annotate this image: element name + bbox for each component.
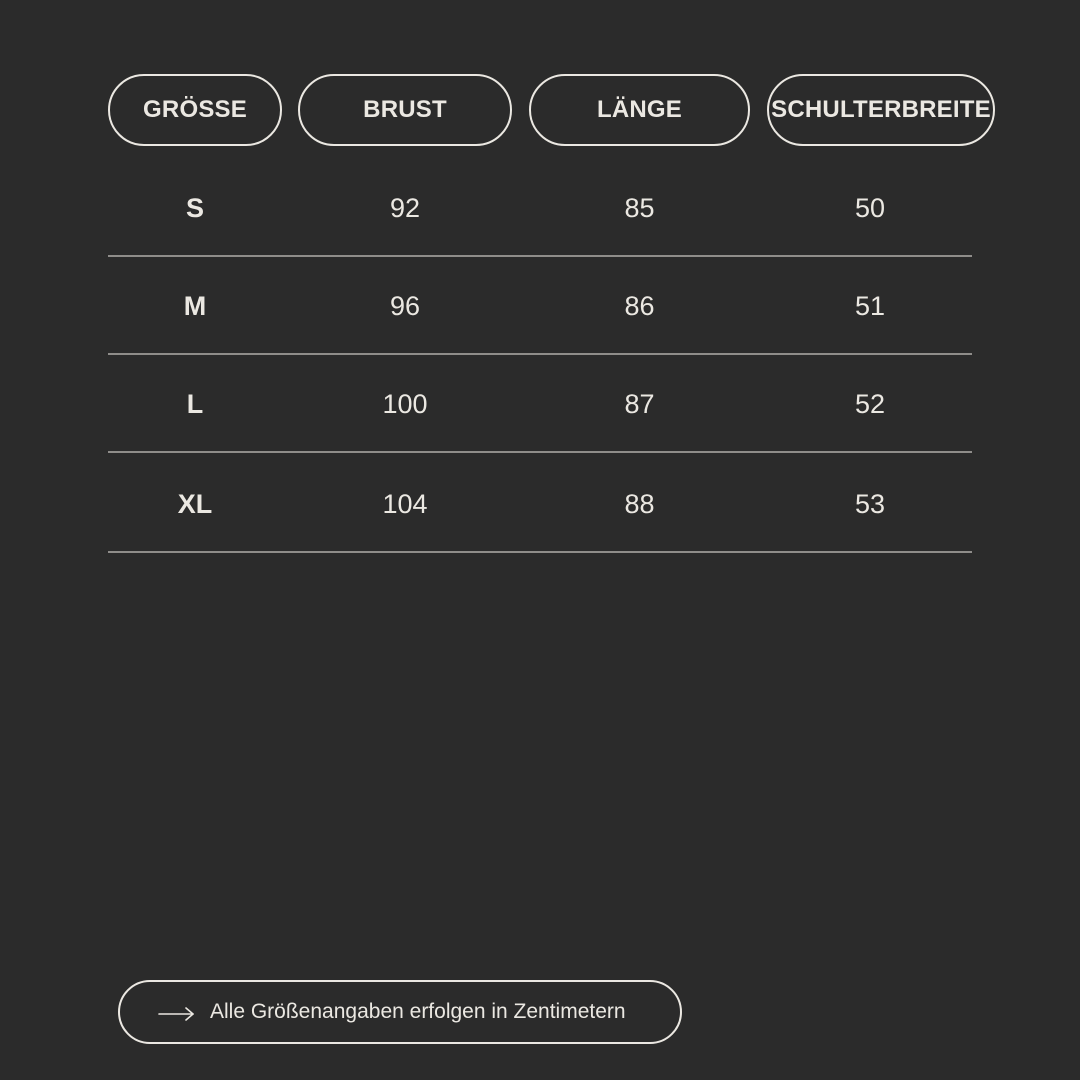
length-cell: 87 <box>624 388 655 419</box>
size-cell: L <box>186 388 204 419</box>
size-cell: XL <box>177 488 213 519</box>
table-row <box>108 455 972 553</box>
chest-cell: 96 <box>389 290 421 321</box>
header-chest: BRUST <box>298 74 512 146</box>
units-note-text: Alle Größenangaben erfolgen in Zentimetern <box>210 1000 626 1023</box>
length-cell: 85 <box>624 192 655 223</box>
length-cell: 88 <box>624 488 655 519</box>
shoulder-cell: 50 <box>854 192 886 223</box>
chest-cell: 104 <box>382 488 428 519</box>
size-cell: M <box>183 290 207 321</box>
row-divider <box>108 451 972 453</box>
header-length: LÄNGE <box>529 74 750 146</box>
header-size: GRÖSSE <box>108 74 282 146</box>
row-divider <box>108 551 972 553</box>
chest-cell: 100 <box>382 388 428 419</box>
table-row <box>108 159 972 257</box>
size-cell: S <box>185 192 204 223</box>
shoulder-cell: 53 <box>854 488 886 519</box>
units-note <box>118 980 682 1044</box>
chest-cell: 92 <box>389 192 421 223</box>
arrow-right-icon <box>158 1004 196 1020</box>
shoulder-cell: 51 <box>854 290 886 321</box>
table-row <box>108 257 972 355</box>
header-shoulder-width: SCHULTERBREITE <box>767 74 995 146</box>
length-cell: 86 <box>624 290 655 321</box>
table-row <box>108 355 972 453</box>
shoulder-cell: 52 <box>854 388 886 419</box>
